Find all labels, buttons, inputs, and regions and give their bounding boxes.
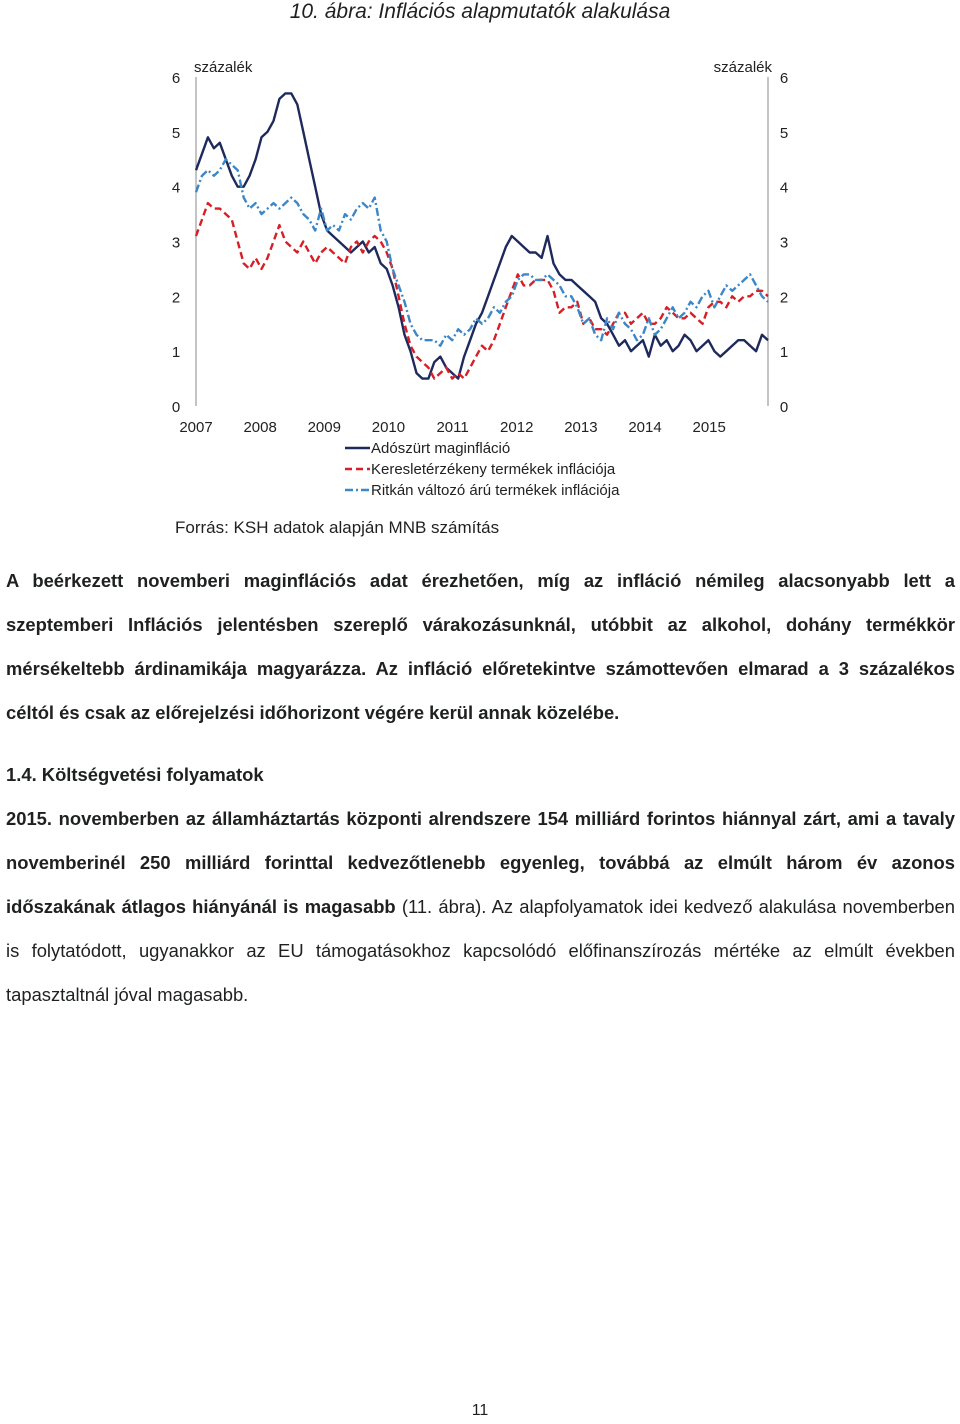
y-tick-label-left: 0 <box>171 399 181 416</box>
body-paragraph-2 <box>6 797 955 1017</box>
legend-label-3: Ritkán változó árú termékek inflációja <box>371 482 620 499</box>
legend-label-1: Adószürt maginfláció <box>371 440 511 457</box>
series-line-2 <box>196 203 768 379</box>
section-heading: 1.4. Költségvetési folyamatok <box>6 764 264 785</box>
y-unit-label-left: százalék <box>194 59 253 76</box>
x-tick-label: 2014 <box>628 419 662 436</box>
y-tick-label-left: 2 <box>171 289 181 307</box>
legend-label-2: Keresletérzékeny termékek inflációja <box>371 461 616 478</box>
chart-legend <box>345 440 620 499</box>
x-tick-label: 2011 <box>436 419 469 436</box>
y-unit-label-right: százalék <box>713 59 772 76</box>
paragraph-2-normal-part: (11. ábra). Az alapfolyamatok idei kedvező alakulása novemberben is folytatódott, ugyanakkor az EU támogatásokhoz kapcsolódó előfinanszírozás mértéke az elmúlt években tapasztaltnál jóval magasabb. <box>6 896 955 1005</box>
y-tick-label-left: 6 <box>171 70 181 87</box>
figure-source: Forrás: KSH adatok alapján MNB számítás <box>175 518 500 537</box>
y-tick-label-left: 1 <box>171 344 181 362</box>
x-tick-label: 2008 <box>243 419 277 436</box>
y-tick-label-right: 3 <box>779 234 789 252</box>
y-tick-label-right: 5 <box>779 124 789 142</box>
x-tick-label: 2009 <box>307 419 341 436</box>
y-tick-label-left: 4 <box>171 179 181 197</box>
series-line-1 <box>196 93 768 378</box>
chart-axes <box>172 59 788 436</box>
y-tick-label-right: 6 <box>779 70 789 87</box>
inflation-line-chart <box>140 40 820 510</box>
figure-title: 10. ábra: Inflációs alapmutatók alakulása <box>289 0 671 23</box>
y-tick-label-right: 4 <box>779 179 789 197</box>
x-tick-label: 2007 <box>179 419 213 436</box>
y-tick-label-right: 0 <box>779 399 789 416</box>
body-paragraph-1: A beérkezett novemberi maginflációs adat érezhetően, míg az infláció némileg alacsonyabb lett a szeptemberi Inflációs jelentésben szereplő várakozásunknál, utóbbit az alkohol, dohány termékkör mérsékeltebb árdinamikája magyarázza. Az infláció előretekintve számottevően elmarad a 3 százalékos céltól és csak az előrejelzési időhorizont végére kerül annak közelébe. <box>6 570 955 723</box>
y-tick-label-right: 1 <box>779 344 789 362</box>
y-tick-label-left: 3 <box>171 234 181 252</box>
x-tick-label: 2015 <box>692 419 726 436</box>
x-tick-label: 2013 <box>564 419 598 436</box>
y-tick-label-right: 2 <box>779 289 789 307</box>
x-tick-label: 2012 <box>500 419 534 436</box>
paragraph-2-bold-part: 2015. novemberben az államháztartás központi alrendszere 154 milliárd forintos hiánnyal zárt, ami a tavaly novemberinél 250 milliárd forinttal kedvezőtlenebb egyenleg, továbbá az elmúlt három év azonos időszakának átlagos hiányánál is magasabb <box>6 808 955 917</box>
y-tick-label-left: 5 <box>171 124 181 142</box>
page-number: 11 <box>471 1402 489 1419</box>
x-tick-label: 2010 <box>371 419 406 436</box>
chart-series <box>196 93 768 378</box>
